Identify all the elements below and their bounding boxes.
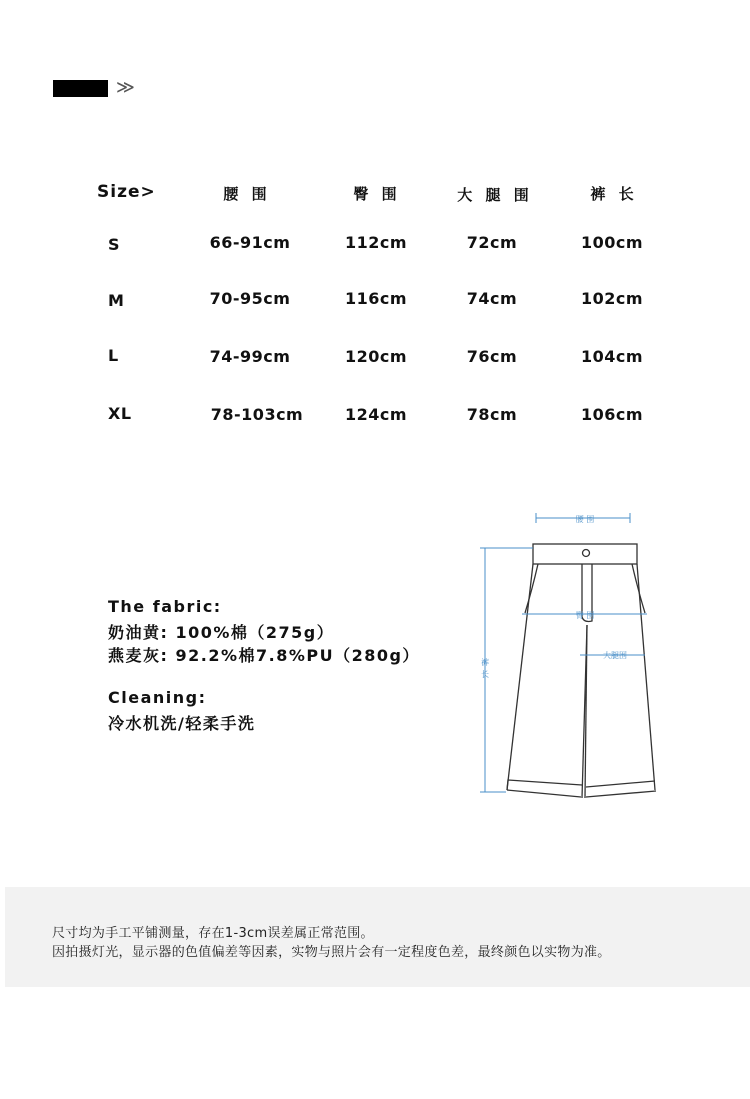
thigh-column-header: 大 腿 围	[457, 186, 533, 204]
size-label: L	[108, 346, 119, 365]
length-value: 106cm	[580, 405, 644, 424]
fabric-title: The fabric:	[108, 597, 222, 616]
fabric-line-cream: 奶油黄: 100%棉（275g）	[108, 623, 335, 642]
double-chevron-right-icon: ≫	[116, 77, 135, 98]
thigh-value: 72cm	[466, 233, 518, 252]
waist-column-header: 腰 围	[223, 185, 271, 203]
length-column-header: 裤 长	[590, 185, 638, 203]
header-black-bar	[53, 80, 108, 97]
pants-measurement-diagram	[470, 505, 670, 805]
size-column-header: Size>	[97, 182, 156, 202]
hip-value: 120cm	[344, 347, 408, 366]
waist-value: 70-95cm	[209, 289, 291, 308]
length-measure-label: 长	[481, 670, 489, 679]
length-measure-label: 裤	[481, 658, 489, 667]
hip-measure-label: 臀 围	[575, 611, 595, 620]
length-value: 102cm	[580, 289, 644, 308]
size-label: XL	[108, 404, 132, 423]
waist-value: 66-91cm	[209, 233, 291, 252]
length-value: 100cm	[580, 233, 644, 252]
thigh-value: 76cm	[466, 347, 518, 366]
size-label: S	[108, 235, 121, 254]
measurement-note: 尺寸均为手工平铺测量，存在1-3cm误差属正常范围。	[52, 926, 374, 941]
thigh-value: 74cm	[466, 289, 518, 308]
waist-measure-label: 腰 围	[575, 515, 595, 524]
waist-value: 74-99cm	[209, 347, 291, 366]
cleaning-text: 冷水机洗/轻柔手洗	[108, 714, 256, 733]
waist-value: 78-103cm	[210, 405, 304, 424]
hip-value: 116cm	[344, 289, 408, 308]
hip-value: 112cm	[344, 233, 408, 252]
color-note: 因拍摄灯光，显示器的色值偏差等因素，实物与照片会有一定程度色差，最终颜色以实物为准。	[52, 945, 611, 960]
length-value: 104cm	[580, 347, 644, 366]
fabric-line-oat: 燕麦灰: 92.2%棉7.8%PU（280g）	[108, 646, 420, 665]
hip-column-header: 臀 围	[353, 185, 401, 203]
hip-value: 124cm	[344, 405, 408, 424]
thigh-measure-label: 大腿围	[603, 651, 627, 660]
size-label: M	[108, 291, 125, 310]
thigh-value: 78cm	[466, 405, 518, 424]
cleaning-title: Cleaning:	[108, 688, 207, 707]
